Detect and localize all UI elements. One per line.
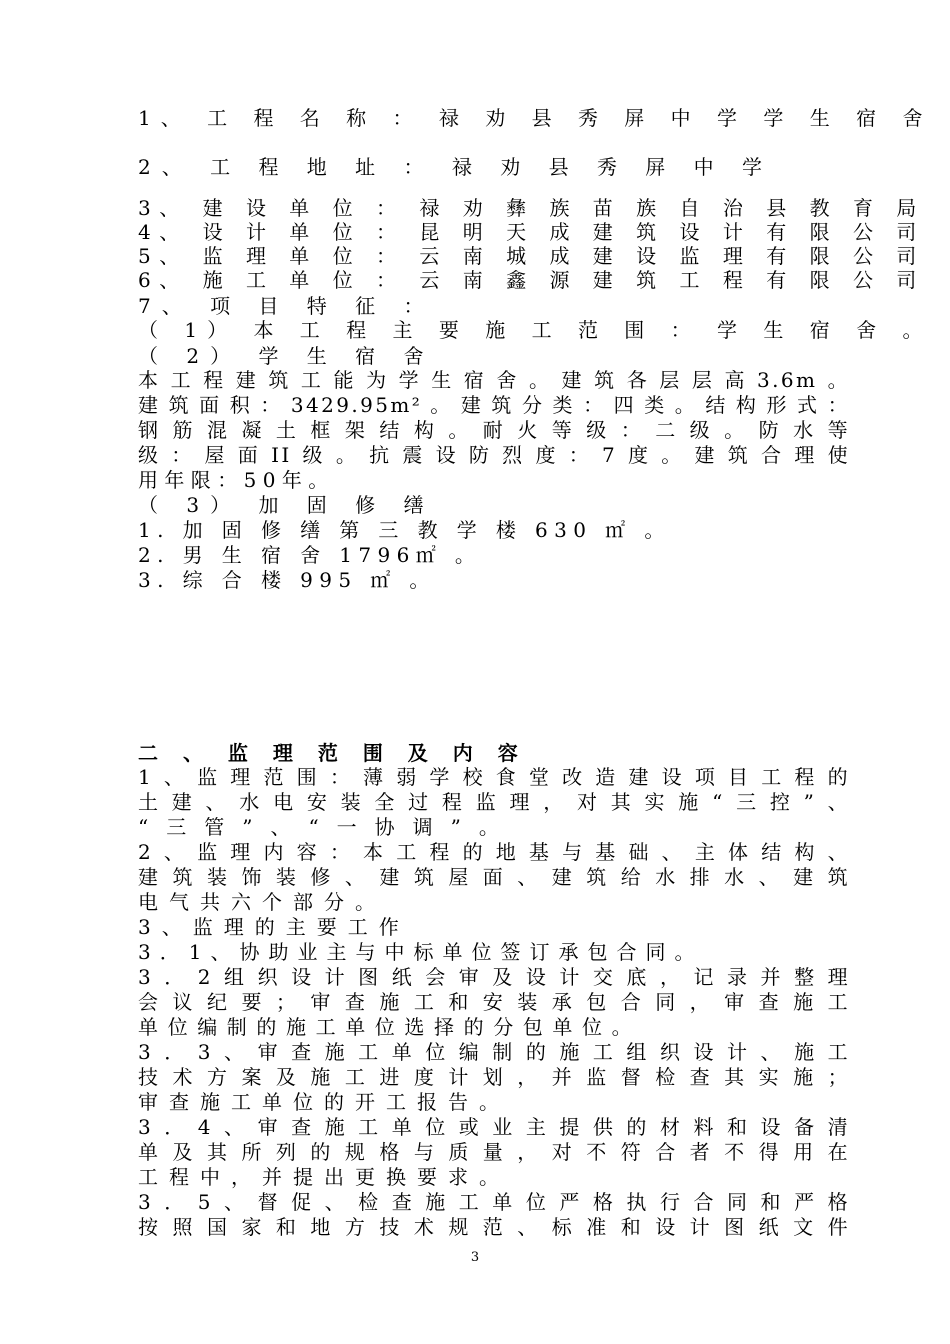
body-line: 3．5、督促、检查施工单位严格执行合同和严格 [138, 1190, 850, 1214]
design-unit: 4、 设 计 单 位 ： 昆 明 天 成 建 筑 设 计 有 限 公 司 [138, 220, 925, 244]
body-line: 技术方案及施工进度计划，并监督检查其实施； [138, 1065, 850, 1089]
body-line: 3、监理的主要工作 [138, 915, 410, 939]
page-number: 3 [470, 1250, 480, 1265]
project-name: 1、 工 程 名 称 ： 禄 劝 县 秀 屏 中 学 学 生 宿 舍 [138, 106, 933, 130]
body-line: 3．2组织设计图纸会审及设计交底，记录并整理 [138, 965, 850, 989]
body-line: 1、监理范围：薄弱学校食堂改造建设项目工程的 [138, 765, 850, 789]
feature-3: （ 3） 加 固 修 缮 [138, 493, 435, 517]
repair-item: 2. 男 生 宿 舍 1796㎡ 。 [138, 543, 482, 567]
body-line: 3．1、协助业主与中标单位签订承包合同。 [138, 940, 704, 964]
description-line: 级：屋面II级。抗震设防烈度：7度。建筑合理使 [138, 443, 850, 467]
body-line: 电气共六个部分。 [138, 890, 386, 914]
body-line: 审查施工单位的开工报告。 [138, 1090, 510, 1114]
body-line: 单及其所列的规格与质量，对不符合者不得用在 [138, 1140, 850, 1164]
body-line: 土建、水电安装全过程监理，对其实施“三控”、 [138, 790, 850, 814]
description-line: 用年限：50年。 [138, 468, 335, 492]
repair-item: 1. 加 固 修 缮 第 三 教 学 楼 630 ㎡ 。 [138, 518, 671, 542]
description-line: 建筑面积：3429.95m²。建筑分类：四类。结构形式： [138, 393, 850, 417]
body-line: 工程中，并提出更换要求。 [138, 1165, 510, 1189]
supervision-unit: 5、 监 理 单 位 ： 云 南 城 成 建 设 监 理 有 限 公 司 [138, 244, 925, 268]
body-line: 会议纪要；审查施工和安装承包合同，审查施工 [138, 990, 850, 1014]
body-line: 建筑装饰装修、建筑屋面、建筑给水排水、建筑 [138, 865, 850, 889]
project-features-label: 7、 项 目 特 征 ： [138, 294, 435, 318]
repair-item: 3. 综 合 楼 995 ㎡ 。 [138, 568, 436, 592]
construction-unit: 3、 建 设 单 位 ： 禄 劝 彝 族 苗 族 自 治 县 教 育 局 [138, 196, 925, 220]
contractor-unit: 6、 施 工 单 位 ： 云 南 鑫 源 建 筑 工 程 有 限 公 司 [138, 268, 925, 292]
feature-1: （ 1） 本 工 程 主 要 施 工 范 围 ： 学 生 宿 舍 。 [138, 318, 933, 342]
project-address: 2、 工 程 地 址 ： 禄 劝 县 秀 屏 中 学 [138, 155, 774, 179]
body-line: 单位编制的施工单位选择的分包单位。 [138, 1015, 642, 1039]
description-line: 本工程建筑工能为学生宿舍。建筑各层层高3.6m。 [138, 368, 850, 392]
feature-2: （ 2） 学 生 宿 舍 [138, 344, 435, 368]
section-heading: 二 、 监 理 范 围 及 内 容 [138, 741, 527, 765]
body-line: 3．3、审查施工单位编制的施工组织设计、施工 [138, 1040, 850, 1064]
body-line: 按照国家和地方技术规范、标准和设计图纸文件 [138, 1215, 850, 1239]
body-line: 2、监理内容：本工程的地基与基础、主体结构、 [138, 840, 850, 864]
body-line: “三管”、“一协调”。 [138, 815, 517, 839]
body-line: 3．4、审查施工单位或业主提供的材料和设备清 [138, 1115, 850, 1139]
description-line: 钢筋混凝土框架结构。耐火等级：二级。防水等 [138, 418, 850, 442]
